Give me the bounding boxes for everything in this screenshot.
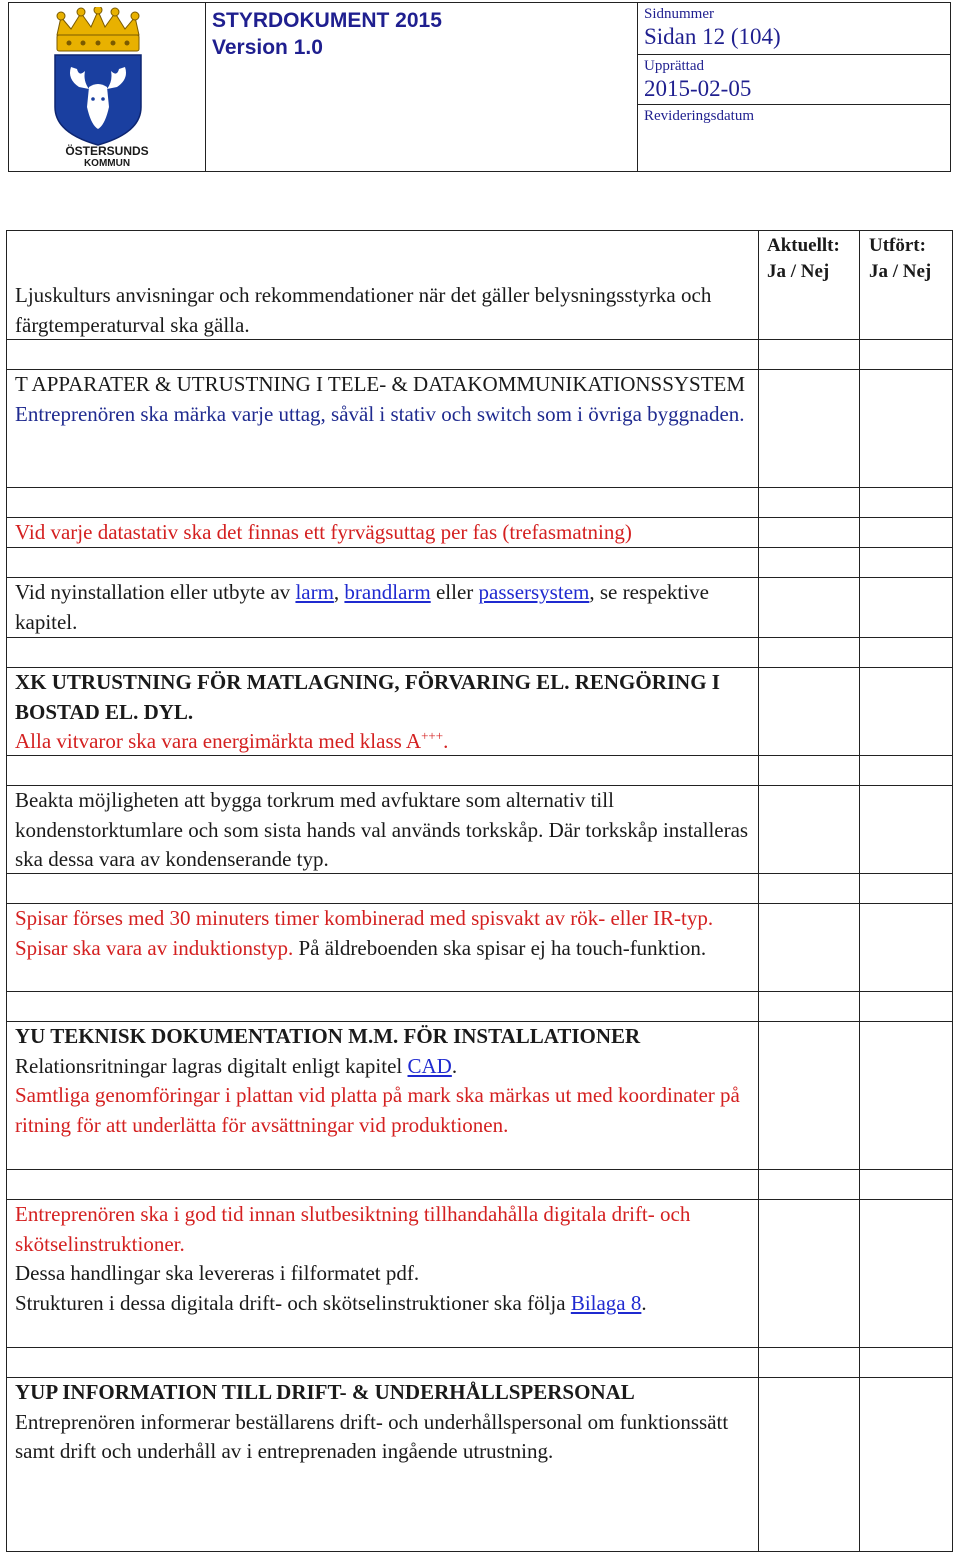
section-heading: YU TEKNISK DOKUMENTATION M.M. FÖR INSTALLATIONER [15,1024,641,1048]
column-divider [859,231,860,1551]
row-text [15,1289,750,1319]
row-datastativ [15,518,750,548]
aktuellt-column-header [767,233,840,285]
row-text [15,578,750,637]
text-span: . [443,729,449,753]
created-label: Upprättad [644,58,704,74]
row-divider [7,637,952,638]
passersystem-link[interactable]: passersystem [478,580,590,604]
column-divider [758,231,759,1551]
row-ljuskultur [15,281,750,340]
row-text: Ljuskulturs anvisningar och rekommendationer när det gäller belysningsstyrka och färgtemperaturval ska gälla. [15,283,712,337]
text-span: Relationsritningar lagras digitalt enligt kapitel [15,1053,408,1078]
row-drift-underhall [15,1378,750,1467]
logo-line-1: ÖSTERSUNDS [65,144,149,158]
municipality-logo [9,3,206,171]
row-spisar [15,904,750,963]
text-span: På äldreboenden ska spisar ej ha touch-funktion. [293,935,707,960]
larm-link[interactable]: larm [295,580,334,604]
row-text: Samtliga genomföringar i plattan vid platta på mark ska märkas ut med koordinater på ritning för att underlätta för avsättningar vid produktionen. [15,1083,740,1137]
energy-class-sup: +++ [421,728,444,743]
row-divider [7,991,952,992]
header-title-cell [206,3,638,171]
header-info-cell [638,3,950,171]
text-span: , [333,580,345,604]
text-span: Vid nyinstallation eller utbyte av [15,580,296,604]
aktuellt-options: Ja / Nej [767,261,830,282]
row-matlagning [15,668,750,757]
row-text [15,727,750,757]
logo-line-2: KOMMUN [83,158,131,169]
text-span: Spisar förses med 30 minuters timer kombinerad med spisvakt av rök- eller IR-typ. Spisar ska vara av induktionstyp. [15,906,714,960]
brandlarm-link[interactable]: brandlarm [344,580,431,604]
row-text: Entreprenören ska i god tid innan slutbesiktning tillhandahålla digitala drift- och skötselinstruktioner. [15,1202,691,1256]
revised-label: Revideringsdatum [644,108,754,124]
row-text [15,904,750,963]
utfort-label: Utfört: [869,235,926,256]
section-heading: T APPARATER & UTRUSTNING I TELE- & DATAKOMMUNIKATIONSSYSTEM [15,372,746,396]
section-heading: YUP INFORMATION TILL DRIFT- & UNDERHÅLLSPERSONAL [15,1380,635,1404]
row-divider [7,1169,952,1170]
row-text [15,1052,750,1082]
doc-title: STYRDOKUMENT 2015 [212,9,442,32]
text-span: , se respektive kapitel. [15,580,709,634]
utfort-options: Ja / Nej [869,261,932,282]
row-larm [15,578,750,637]
row-torkrum [15,786,750,875]
text-span: Strukturen i dessa digitala drift- och skötselinstruktioner ska följa [15,1290,571,1315]
bilaga-8-link[interactable]: Bilaga 8 [570,1290,642,1315]
text-span: . [451,1053,458,1078]
revised-cell [638,105,950,171]
aktuellt-label: Aktuellt: [767,235,840,256]
utfort-column-header [869,233,931,285]
row-text: Dessa handlingar ska levereras i filformatet pdf. [15,1261,420,1285]
doc-version: Version 1.0 [212,36,323,59]
document-header [8,2,951,172]
text-span: . [641,1290,647,1315]
cad-link[interactable]: CAD [407,1053,452,1078]
requirements-table [6,230,953,1552]
row-divider [7,1347,952,1348]
row-tele-data [15,370,750,429]
page-number-label: Sidnummer [644,6,714,22]
row-text: Vid varje datastativ ska det finnas ett fyrvägsuttag per fas (trefasmatning) [15,520,632,544]
coat-of-arms-icon [9,7,205,147]
text-span: Alla vitvaror ska vara energimärkta med klass A [15,729,422,753]
row-text: Entreprenören ska märka varje uttag, såväl i stativ och switch som i övriga byggnaden. [15,401,745,426]
row-divider [7,487,952,488]
text-span: eller [430,580,479,604]
row-text: Entreprenören informerar beställarens drift- och underhållspersonal om funktionssätt samt drift och underhåll av i entreprenaden ingående utrustning. [15,1409,729,1463]
row-skotselinstruktioner [15,1200,750,1318]
page-number-cell [638,3,950,55]
section-heading: XK UTRUSTNING FÖR MATLAGNING, FÖRVARING EL. RENGÖRING I BOSTAD EL. DYL. [15,670,720,724]
row-teknisk-dokumentation [15,1022,750,1140]
page-number-value: Sidan 12 (104) [644,24,781,49]
created-value: 2015-02-05 [644,76,752,101]
row-text: Beakta möjligheten att bygga torkrum med avfuktare som alternativ till kondenstorktumlare och som sista hands val används torkskåp. Där torkskåp installeras ska dessa vara av kondenserande typ. [15,788,749,871]
created-cell [638,55,950,105]
